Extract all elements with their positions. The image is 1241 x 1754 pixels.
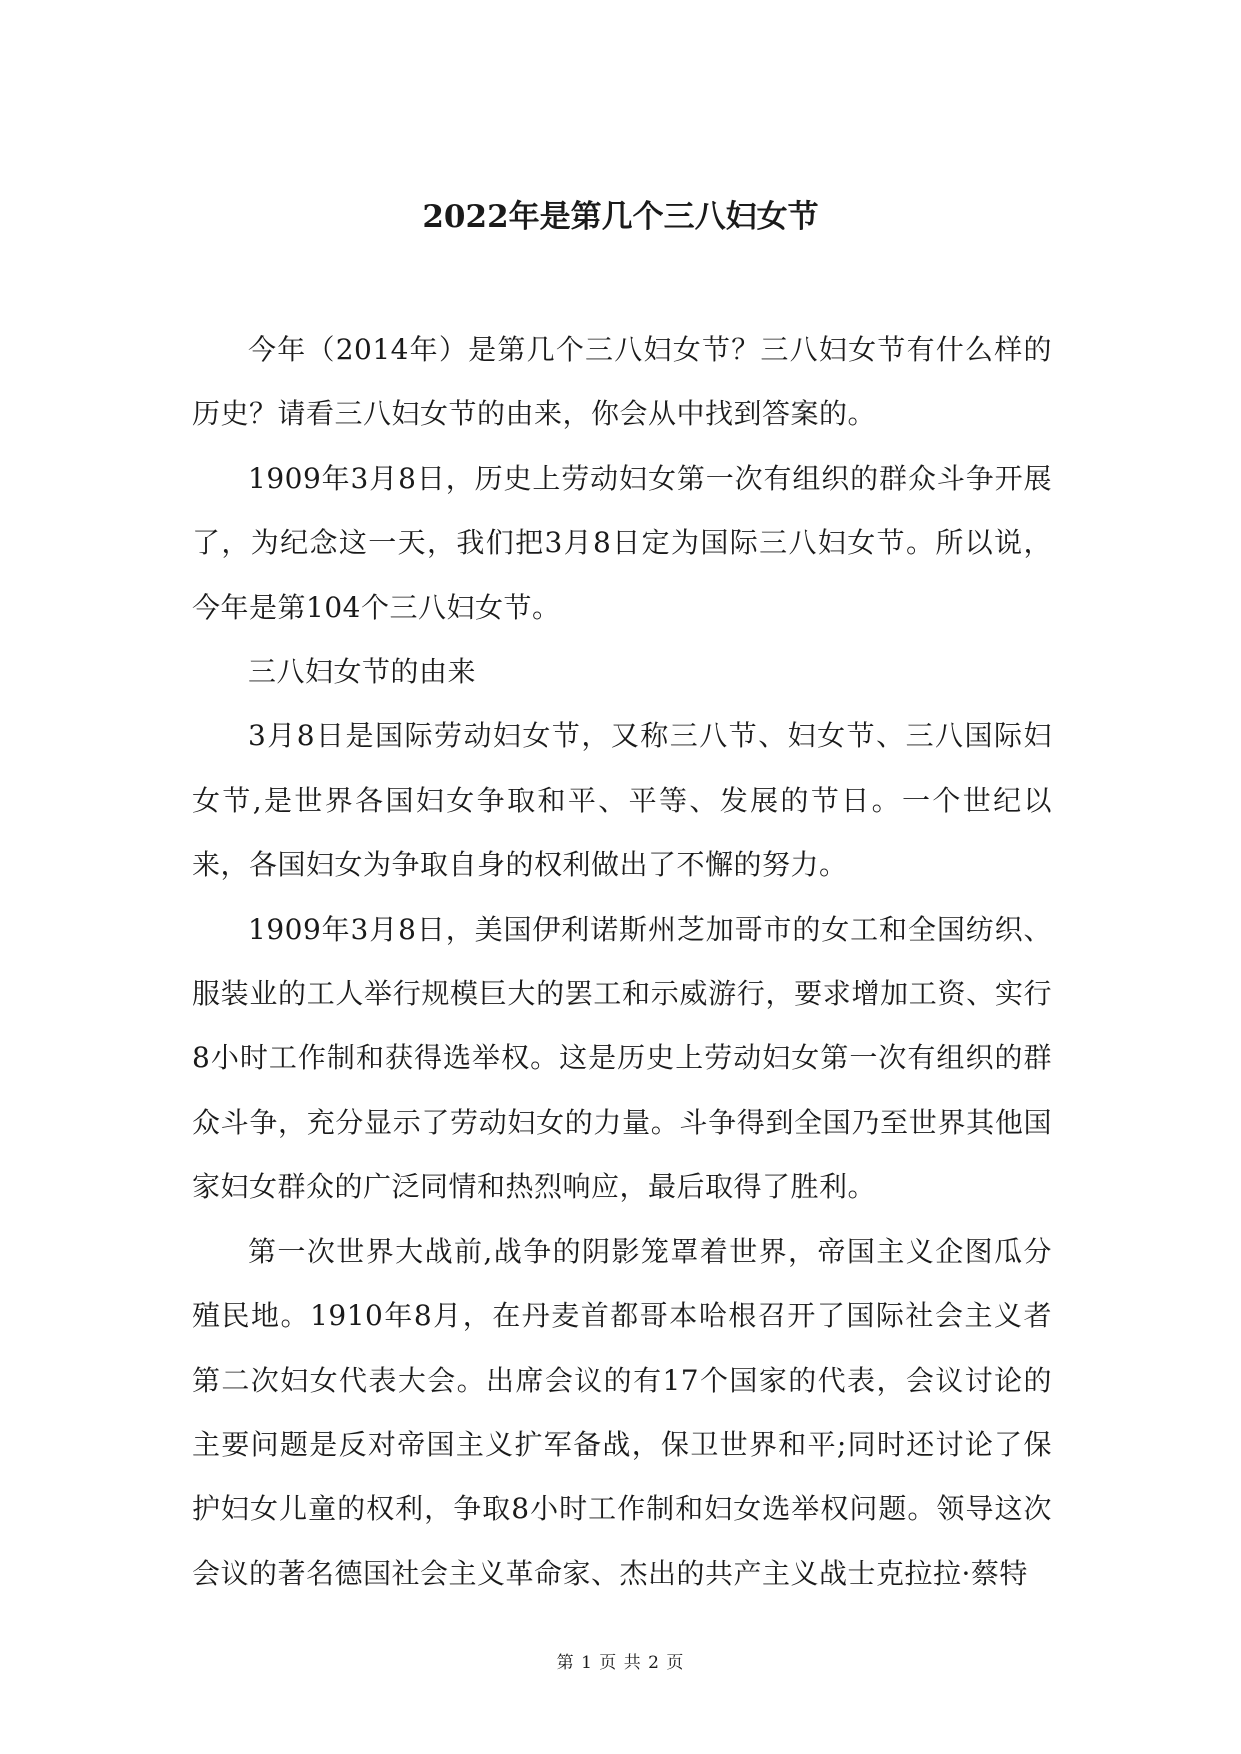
document-body — [192, 318, 1052, 1606]
paragraph: 第一次世界大战前,战争的阴影笼罩着世界，帝国主义企图瓜分殖民地。1910年8月，在丹麦首都哥本哈根召开了国际社会主义者第二次妇女代表大会。出席会议的有17个国家的代表，会议讨论的主要问题是反对帝国主义扩军备战，保卫世界和平;同时还讨论了保护妇女儿童的权利，争取8小时工作制和妇女选举权问题。领导这次会议的著名德国社会主义革命家、杰出的共产主义战士克拉拉·蔡特 — [192, 1234, 1052, 1590]
paragraph: 1909年3月8日，历史上劳动妇女第一次有组织的群众斗争开展了，为纪念这一天，我们把3月8日定为国际三八妇女节。所以说，今年是第104个三八妇女节。 — [192, 461, 1052, 624]
paragraph: 3月8日是国际劳动妇女节，又称三八节、妇女节、三八国际妇女节,是世界各国妇女争取和平、平等、发展的节日。一个世纪以来，各国妇女为争取自身的权利做出了不懈的努力。 — [192, 719, 1052, 882]
document-title: 2022年是第几个三八妇女节 — [422, 199, 819, 235]
section-heading: 三八妇女节的由来 — [248, 655, 477, 689]
paragraph: 今年（2014年）是第几个三八妇女节？三八妇女节有什么样的历史？请看三八妇女节的由来，你会从中找到答案的。 — [192, 333, 1052, 431]
paragraph: 1909年3月8日，美国伊利诺斯州芝加哥市的女工和全国纺织、服装业的工人举行规模巨大的罢工和示威游行，要求增加工资、实行8小时工作制和获得选举权。这是历史上劳动妇女第一次有组织的群众斗争，充分显示了劳动妇女的力量。斗争得到全国乃至世界其他国家妇女群众的广泛同情和热烈响应，最后取得了胜利。 — [192, 912, 1052, 1204]
page-footer: 第 1 页 共 2 页 — [556, 1653, 685, 1673]
